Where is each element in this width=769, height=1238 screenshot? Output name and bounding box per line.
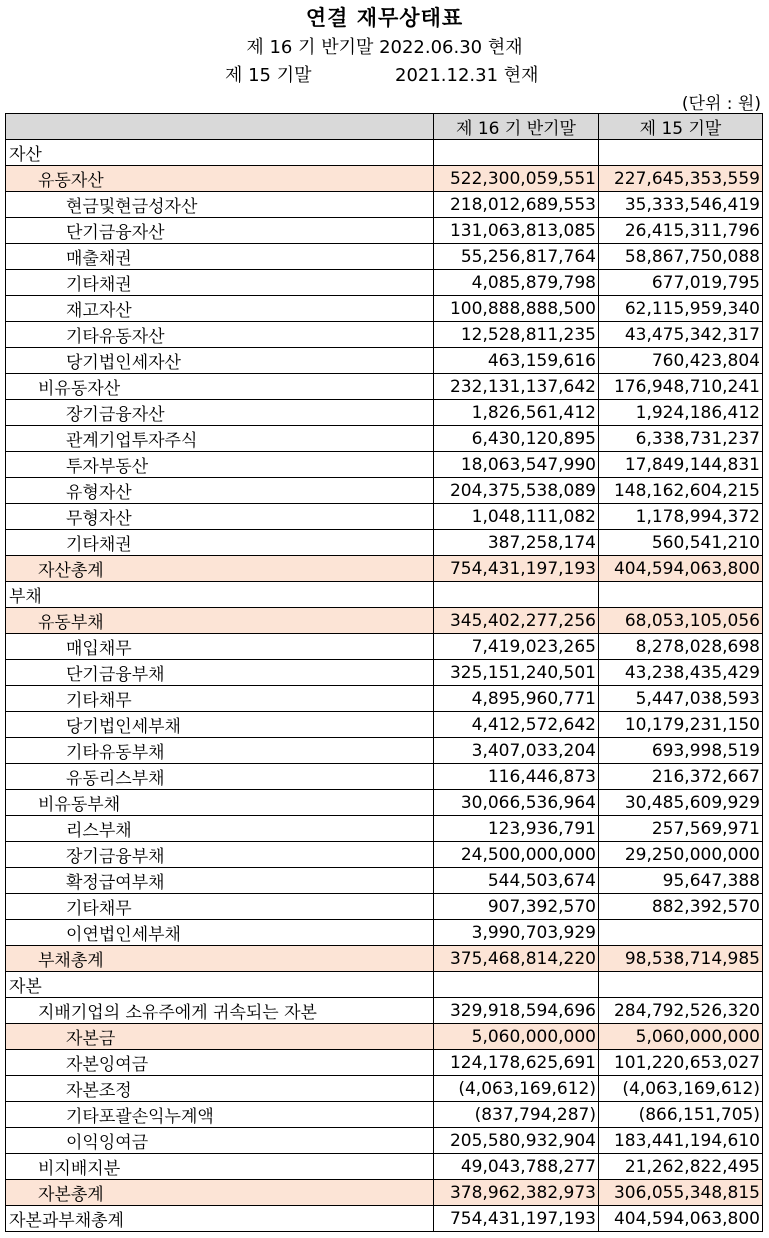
current-value (434, 972, 599, 998)
current-value: 754,431,197,193 (434, 556, 599, 582)
table-row (6, 530, 763, 556)
row-label: 자본총계 (6, 1180, 434, 1206)
prior-value: 62,115,959,340 (599, 296, 763, 322)
row-label: 자본잉여금 (6, 1050, 434, 1076)
prior-value: 5,447,038,593 (599, 686, 763, 712)
table-row (6, 374, 763, 400)
current-value: 325,151,240,501 (434, 660, 599, 686)
prior-value: 95,647,388 (599, 868, 763, 894)
table-row (6, 972, 763, 998)
prior-value: 8,278,028,698 (599, 634, 763, 660)
prior-value: 1,924,186,412 (599, 400, 763, 426)
table-row (6, 1102, 763, 1128)
table-row (6, 816, 763, 842)
current-value: 7,419,023,265 (434, 634, 599, 660)
row-label: 자산총계 (6, 556, 434, 582)
prior-value: 35,333,546,419 (599, 192, 763, 218)
current-value: 49,043,788,277 (434, 1154, 599, 1180)
current-value: 24,500,000,000 (434, 842, 599, 868)
prior-value: 227,645,353,559 (599, 166, 763, 192)
row-label: 기타유동부채 (6, 738, 434, 764)
table-row (6, 166, 763, 192)
row-label: 부채총계 (6, 946, 434, 972)
prior-value: 760,423,804 (599, 348, 763, 374)
row-label: 기타채무 (6, 894, 434, 920)
table-row (6, 400, 763, 426)
current-value: 204,375,538,089 (434, 478, 599, 504)
prior-value: 693,998,519 (599, 738, 763, 764)
prior-value: 284,792,526,320 (599, 998, 763, 1024)
prior-value: 68,053,105,056 (599, 608, 763, 634)
prior-value (599, 972, 763, 998)
current-value: 4,412,572,642 (434, 712, 599, 738)
table-row (6, 426, 763, 452)
header-item (6, 114, 434, 140)
row-label: 자본과부채총계 (6, 1206, 434, 1232)
prior-value: 98,538,714,985 (599, 946, 763, 972)
row-label: 비유동부채 (6, 790, 434, 816)
current-value: 345,402,277,256 (434, 608, 599, 634)
header-prior: 제 15 기말 (599, 114, 763, 140)
current-value: (4,063,169,612) (434, 1076, 599, 1102)
table-row (6, 1050, 763, 1076)
prior-value: 26,415,311,796 (599, 218, 763, 244)
row-label: 이연법인세부채 (6, 920, 434, 946)
row-label: 당기법인세부채 (6, 712, 434, 738)
current-value: 375,468,814,220 (434, 946, 599, 972)
row-label: 매출채권 (6, 244, 434, 270)
unit-label: (단위 : 원) (681, 94, 761, 114)
prior-value: 148,162,604,215 (599, 478, 763, 504)
prior-value: 10,179,231,150 (599, 712, 763, 738)
current-value: 329,918,594,696 (434, 998, 599, 1024)
prior-value: 58,867,750,088 (599, 244, 763, 270)
prior-value: 677,019,795 (599, 270, 763, 296)
table-row (6, 946, 763, 972)
header-row (6, 114, 763, 140)
prior-value: 30,485,609,929 (599, 790, 763, 816)
table-row (6, 582, 763, 608)
row-label: 자산 (6, 140, 434, 166)
current-value: 387,258,174 (434, 530, 599, 556)
prior-value (599, 582, 763, 608)
table-row (6, 920, 763, 946)
prior-value: 29,250,000,000 (599, 842, 763, 868)
table-row (6, 1206, 763, 1232)
header-current: 제 16 기 반기말 (434, 114, 599, 140)
current-value: 30,066,536,964 (434, 790, 599, 816)
prior-value: (866,151,705) (599, 1102, 763, 1128)
row-label: 유형자산 (6, 478, 434, 504)
table-row (6, 712, 763, 738)
current-value: 5,060,000,000 (434, 1024, 599, 1050)
row-label: 확정급여부채 (6, 868, 434, 894)
table-row (6, 998, 763, 1024)
prior-value: 404,594,063,800 (599, 556, 763, 582)
current-value: 4,895,960,771 (434, 686, 599, 712)
row-label: 기타채권 (6, 530, 434, 556)
table-row (6, 452, 763, 478)
table-row (6, 660, 763, 686)
current-value: 1,826,561,412 (434, 400, 599, 426)
current-value: 463,159,616 (434, 348, 599, 374)
prior-value: 257,569,971 (599, 816, 763, 842)
table-row (6, 686, 763, 712)
prior-value: 560,541,210 (599, 530, 763, 556)
current-value: 131,063,813,085 (434, 218, 599, 244)
table-row (6, 1154, 763, 1180)
table-row (6, 894, 763, 920)
statement-title: 연결 재무상태표 (305, 6, 464, 30)
prior-value: 21,262,822,495 (599, 1154, 763, 1180)
table-row (6, 218, 763, 244)
row-label: 부채 (6, 582, 434, 608)
current-value: 100,888,888,500 (434, 296, 599, 322)
row-label: 기타채무 (6, 686, 434, 712)
row-label: 무형자산 (6, 504, 434, 530)
row-label: 단기금융자산 (6, 218, 434, 244)
prior-value: 216,372,667 (599, 764, 763, 790)
prior-value: 176,948,710,241 (599, 374, 763, 400)
row-label: 지배기업의 소유주에게 귀속되는 자본 (6, 998, 434, 1024)
row-label: 자본 (6, 972, 434, 998)
current-value: 18,063,547,990 (434, 452, 599, 478)
table-row (6, 764, 763, 790)
table-row (6, 1076, 763, 1102)
row-label: 이익잉여금 (6, 1128, 434, 1154)
current-value: 123,936,791 (434, 816, 599, 842)
row-label: 재고자산 (6, 296, 434, 322)
table-row (6, 556, 763, 582)
row-label: 유동리스부채 (6, 764, 434, 790)
table-body (6, 140, 763, 1232)
table-row (6, 296, 763, 322)
current-value: 12,528,811,235 (434, 322, 599, 348)
row-label: 투자부동산 (6, 452, 434, 478)
current-period-line: 제 16 기 반기말 2022.06.30 현재 (246, 37, 523, 58)
current-value (434, 140, 599, 166)
row-label: 기타채권 (6, 270, 434, 296)
prior-value: 306,055,348,815 (599, 1180, 763, 1206)
prior-value: 43,475,342,317 (599, 322, 763, 348)
prior-value: 6,338,731,237 (599, 426, 763, 452)
row-label: 당기법인세자산 (6, 348, 434, 374)
row-label: 비유동자산 (6, 374, 434, 400)
prior-value: 101,220,653,027 (599, 1050, 763, 1076)
row-label: 유동자산 (6, 166, 434, 192)
table-row (6, 192, 763, 218)
current-value: 754,431,197,193 (434, 1206, 599, 1232)
prior-value: 43,238,435,429 (599, 660, 763, 686)
current-value: (837,794,287) (434, 1102, 599, 1128)
prior-period-date: 2021.12.31 현재 (395, 65, 539, 86)
current-value: 907,392,570 (434, 894, 599, 920)
table-row (6, 608, 763, 634)
current-value: 124,178,625,691 (434, 1050, 599, 1076)
current-value: 522,300,059,551 (434, 166, 599, 192)
prior-value: 183,441,194,610 (599, 1128, 763, 1154)
prior-value: 17,849,144,831 (599, 452, 763, 478)
current-value: 4,085,879,798 (434, 270, 599, 296)
current-value: 116,446,873 (434, 764, 599, 790)
table-row (6, 322, 763, 348)
current-value: 218,012,689,553 (434, 192, 599, 218)
current-value: 232,131,137,642 (434, 374, 599, 400)
prior-value: 5,060,000,000 (599, 1024, 763, 1050)
row-label: 관계기업투자주식 (6, 426, 434, 452)
row-label: 자본금 (6, 1024, 434, 1050)
current-value: 378,962,382,973 (434, 1180, 599, 1206)
row-label: 기타유동자산 (6, 322, 434, 348)
current-value: 205,580,932,904 (434, 1128, 599, 1154)
table-row (6, 140, 763, 166)
table-row (6, 790, 763, 816)
prior-value: 882,392,570 (599, 894, 763, 920)
row-label: 장기금융부채 (6, 842, 434, 868)
table-row (6, 1180, 763, 1206)
prior-value: 1,178,994,372 (599, 504, 763, 530)
table-row (6, 270, 763, 296)
row-label: 유동부채 (6, 608, 434, 634)
table-row (6, 478, 763, 504)
current-value: 3,407,033,204 (434, 738, 599, 764)
table-row (6, 738, 763, 764)
prior-value: 404,594,063,800 (599, 1206, 763, 1232)
prior-period-label: 제 15 기말 (225, 65, 312, 86)
balance-sheet-table (5, 113, 763, 1232)
prior-period-line (225, 61, 539, 87)
prior-value: (4,063,169,612) (599, 1076, 763, 1102)
table-row (6, 1128, 763, 1154)
table-row (6, 504, 763, 530)
prior-value (599, 920, 763, 946)
row-label: 기타포괄손익누계액 (6, 1102, 434, 1128)
prior-value (599, 140, 763, 166)
row-label: 리스부채 (6, 816, 434, 842)
table-row (6, 348, 763, 374)
current-value: 3,990,703,929 (434, 920, 599, 946)
table-row (6, 244, 763, 270)
current-value (434, 582, 599, 608)
table-row (6, 842, 763, 868)
table-row (6, 868, 763, 894)
row-label: 장기금융자산 (6, 400, 434, 426)
current-value: 55,256,817,764 (434, 244, 599, 270)
row-label: 현금및현금성자산 (6, 192, 434, 218)
row-label: 비지배지분 (6, 1154, 434, 1180)
row-label: 매입채무 (6, 634, 434, 660)
current-value: 6,430,120,895 (434, 426, 599, 452)
table-row (6, 1024, 763, 1050)
row-label: 자본조정 (6, 1076, 434, 1102)
row-label: 단기금융부채 (6, 660, 434, 686)
table-row (6, 634, 763, 660)
current-value: 544,503,674 (434, 868, 599, 894)
current-value: 1,048,111,082 (434, 504, 599, 530)
